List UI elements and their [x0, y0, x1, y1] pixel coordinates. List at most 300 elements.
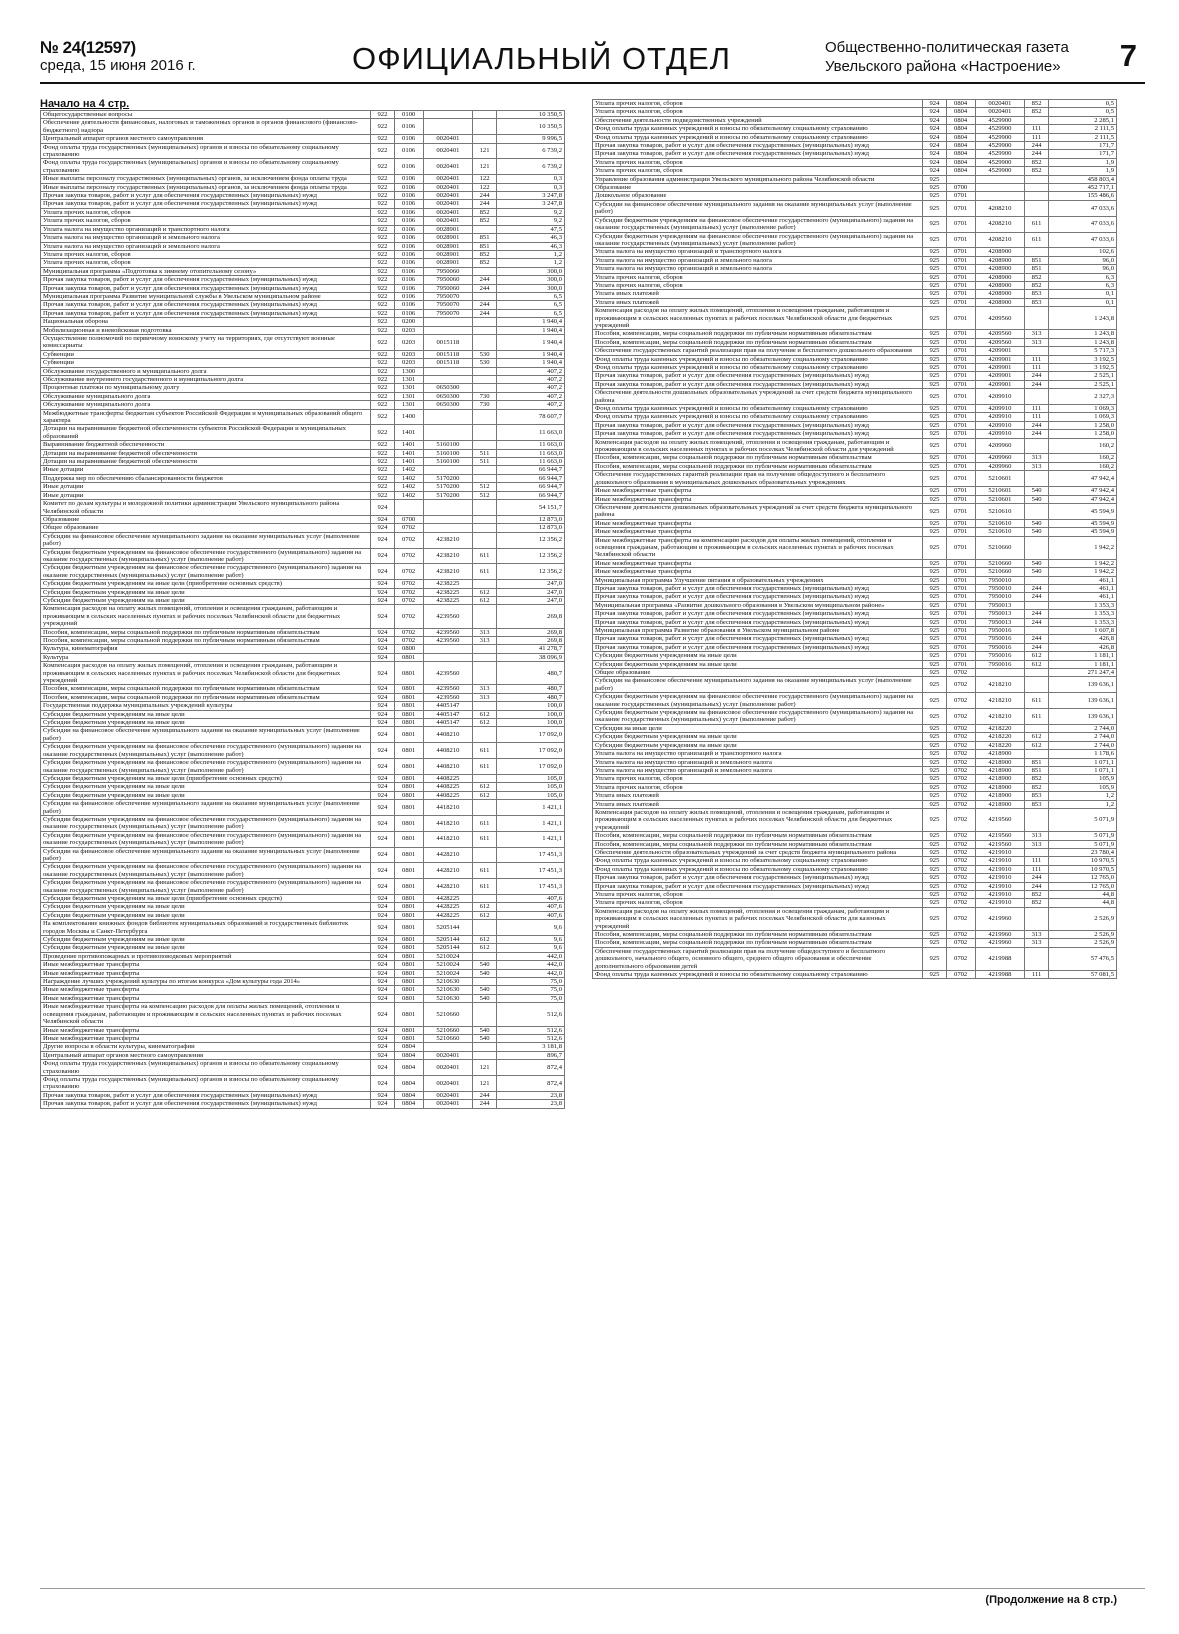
row-admin-code: 925 [923, 355, 947, 363]
table-row [41, 242, 565, 250]
row-name: Уплата прочих налогов, сборов [593, 158, 923, 166]
row-name: Уплата налога на имущество организаций и земельного налога [41, 234, 371, 242]
row-amount: 23,8 [496, 1100, 564, 1108]
row-expense-type: 244 [473, 1100, 497, 1108]
row-section: 1402 [394, 491, 423, 499]
row-section: 0702 [946, 783, 975, 791]
table-row [593, 471, 1117, 487]
row-name: Субсидии бюджетным учреждениям на иные цели [41, 783, 371, 791]
row-amount: 0,3 [496, 175, 564, 183]
row-section: 0701 [946, 495, 975, 503]
row-section: 0702 [946, 882, 975, 890]
table-row [41, 183, 565, 191]
row-name: Муниципальная программа Развитие образования в Увельском муниципальном районе [593, 627, 923, 635]
row-section: 0701 [946, 652, 975, 660]
row-section: 1402 [394, 474, 423, 482]
row-amount: 47 033,6 [1048, 232, 1116, 248]
row-expense-type: 611 [473, 863, 497, 879]
row-target: 5170200 [423, 483, 473, 491]
row-target: 5205144 [423, 936, 473, 944]
row-target: 5210660 [423, 1026, 473, 1034]
row-target: 4238210 [423, 532, 473, 548]
row-admin-code: 924 [371, 759, 395, 775]
row-section: 1300 [394, 367, 423, 375]
row-admin-code: 922 [371, 208, 395, 216]
table-row [41, 259, 565, 267]
row-name: Субсидии бюджетным учреждениям на финансовое обеспечение государственного (муниципального) задания на оказание государственных (муниципальных) услуг (выполнение работ) [41, 759, 371, 775]
row-name: Уплата прочих налогов, сборов [593, 891, 923, 899]
row-expense-type [473, 135, 497, 143]
row-name: Поддержка мер по обеспечению сбалансированности бюджетов [41, 474, 371, 482]
row-target: 7950010 [975, 584, 1025, 592]
table-row [41, 791, 565, 799]
row-admin-code: 925 [923, 709, 947, 725]
row-expense-type: 313 [1025, 454, 1049, 462]
continue-note: (Продолжение на 8 стр.) [985, 1594, 1117, 1606]
table-row [593, 265, 1117, 273]
row-section: 0701 [946, 380, 975, 388]
row-amount: 17 092,0 [496, 743, 564, 759]
row-section: 0801 [394, 1003, 423, 1026]
row-section: 0106 [394, 217, 423, 225]
row-amount: 5 071,9 [1048, 832, 1116, 840]
table-row [593, 158, 1117, 166]
row-admin-code: 922 [371, 159, 395, 175]
row-section: 0804 [946, 108, 975, 116]
row-amount: 442,0 [496, 969, 564, 977]
row-section: 0702 [394, 588, 423, 596]
row-amount: 269,8 [496, 605, 564, 628]
row-amount: 155 486,6 [1048, 192, 1116, 200]
row-amount: 1 071,1 [1048, 758, 1116, 766]
row-amount: 872,4 [496, 1075, 564, 1091]
row-expense-type [1025, 175, 1049, 183]
row-name: Субсидии бюджетным учреждениям на финансовое обеспечение государственного (муниципального) задания на оказание государственных (муниципальных) услуг (выполнение работ) [41, 879, 371, 895]
row-section: 0106 [394, 143, 423, 159]
row-target: 4219910 [975, 882, 1025, 890]
row-target: 4218210 [975, 677, 1025, 693]
row-section: 0702 [946, 865, 975, 873]
row-admin-code: 922 [371, 483, 395, 491]
row-target: 4208900 [975, 298, 1025, 306]
row-amount: 1 940,4 [496, 350, 564, 358]
row-name: Иные межбюджетные трансферты [41, 969, 371, 977]
row-section: 0702 [946, 947, 975, 970]
row-admin-code: 924 [371, 605, 395, 628]
row-target: 7950016 [975, 652, 1025, 660]
row-expense-type: 852 [473, 250, 497, 258]
row-admin-code: 925 [923, 800, 947, 808]
row-amount: 6 739,2 [496, 159, 564, 175]
row-target: 4208900 [975, 248, 1025, 256]
table-row [41, 783, 565, 791]
row-target: 7950013 [975, 610, 1025, 618]
row-name: Субсидии бюджетным учреждениям на иные цели [41, 903, 371, 911]
row-target: 4428210 [423, 847, 473, 863]
row-name: Управление образования администрации Увельского муниципального района Челябинской области [593, 175, 923, 183]
row-target: 0015118 [423, 334, 473, 350]
row-name: Уплата налога на имущество организаций и земельного налога [593, 766, 923, 774]
row-target: 4529900 [975, 167, 1025, 175]
row-section: 1401 [394, 449, 423, 457]
row-section: 0804 [394, 1100, 423, 1108]
row-admin-code: 925 [923, 568, 947, 576]
row-name: Уплата иных платежей [593, 800, 923, 808]
row-expense-type [473, 727, 497, 743]
row-amount: 2 526,9 [1048, 931, 1116, 939]
row-section: 0701 [946, 487, 975, 495]
row-section: 0702 [946, 971, 975, 979]
row-expense-type: 851 [1025, 766, 1049, 774]
row-name: Осуществление полномочий по первичному воинскому учету на территориях, где отсутствуют военные комиссариаты [41, 334, 371, 350]
row-section: 0701 [946, 389, 975, 405]
table-row [41, 936, 565, 944]
row-admin-code: 925 [923, 330, 947, 338]
table-row [593, 848, 1117, 856]
row-target [423, 119, 473, 135]
row-admin-code: 925 [923, 290, 947, 298]
row-admin-code: 924 [371, 580, 395, 588]
row-target: 7950070 [423, 292, 473, 300]
row-admin-code: 925 [923, 380, 947, 388]
row-section: 0701 [946, 471, 975, 487]
row-expense-type [473, 474, 497, 482]
row-admin-code: 925 [923, 462, 947, 470]
row-target: 0650300 [423, 392, 473, 400]
row-target [423, 515, 473, 523]
row-name: Прочая закупка товаров, работ и услуг для обеспечения государственных (муниципальных) нужд [593, 610, 923, 618]
row-admin-code: 924 [371, 847, 395, 863]
row-name: Фонд оплаты труда казенных учреждений и взносы по обязательному социальному страхованию [593, 405, 923, 413]
row-section: 0801 [394, 994, 423, 1002]
row-name: Уплата прочих налогов, сборов [593, 100, 923, 108]
row-name: Иные дотации [41, 491, 371, 499]
row-name: Субсидии бюджетным учреждениям на иные цели [41, 596, 371, 604]
row-amount: 17 451,3 [496, 847, 564, 863]
row-section: 0701 [946, 627, 975, 635]
row-admin-code: 925 [923, 601, 947, 609]
row-target: 4219910 [975, 891, 1025, 899]
table-row [41, 685, 565, 693]
row-name: Субсидии бюджетным учреждениям на финансовое обеспечение государственного (муниципального) задания на оказание государственных (муниципальных) услуг (выполнение работ) [41, 863, 371, 879]
row-admin-code: 924 [923, 142, 947, 150]
row-name: Иные межбюджетные трансферты [593, 568, 923, 576]
row-name: Фонд оплаты труда казенных учреждений и взносы по обязательному социальному страхованию [593, 857, 923, 865]
row-expense-type [473, 441, 497, 449]
row-expense-type: 851 [473, 234, 497, 242]
row-target: 4408210 [423, 743, 473, 759]
row-admin-code: 924 [371, 653, 395, 661]
row-name: Субвенции [41, 359, 371, 367]
row-admin-code: 925 [923, 758, 947, 766]
row-name: Субсидии бюджетным учреждениям на финансовое обеспечение государственного (муниципального) задания на оказание государственных (муниципальных) услуг (выполнение работ) [41, 831, 371, 847]
row-admin-code: 922 [371, 217, 395, 225]
row-expense-type [1025, 438, 1049, 454]
row-section: 0106 [394, 259, 423, 267]
row-expense-type: 244 [1025, 430, 1049, 438]
row-name: Субсидии на финансовое обеспечение муниципального задания на оказание муниципальных услуг (выполнение работ) [593, 677, 923, 693]
row-amount: 41 278,7 [496, 645, 564, 653]
row-expense-type: 512 [473, 483, 497, 491]
row-name: Фонд оплаты труда государственных (муниципальных) органов и взносы по обязательному социальному страхованию [41, 159, 371, 175]
row-admin-code: 924 [371, 895, 395, 903]
row-name: Прочая закупка товаров, работ и услуг для обеспечения государственных (муниципальных) нужд [593, 372, 923, 380]
row-expense-type: 853 [1025, 290, 1049, 298]
row-section: 0701 [946, 462, 975, 470]
row-name: Прочая закупка товаров, работ и услуг для обеспечения государственных (муниципальных) нужд [41, 1091, 371, 1099]
row-target: 4405147 [423, 719, 473, 727]
row-admin-code: 925 [923, 750, 947, 758]
row-target: 5210610 [975, 519, 1025, 527]
row-name: Компенсация расходов на оплату жилых помещений, отопления и освещения гражданам, работающим и проживающим в сельских населенных пунктах и рабочих поселках Челябинской области для бюджетных учреждений [41, 605, 371, 628]
row-expense-type: 244 [1025, 372, 1049, 380]
row-admin-code: 924 [371, 791, 395, 799]
row-admin-code: 924 [371, 978, 395, 986]
row-name: Уплата прочих налогов, сборов [593, 899, 923, 907]
row-name: Муниципальная программа «Подготовка к зимнему отопительному сезону» [41, 267, 371, 275]
row-amount: 9,2 [496, 208, 564, 216]
row-admin-code: 925 [923, 338, 947, 346]
row-section: 0801 [394, 719, 423, 727]
issue-number: № 24(12597) [40, 38, 136, 57]
row-target: 4529900 [975, 142, 1025, 150]
row-section: 0701 [946, 273, 975, 281]
table-row [41, 548, 565, 564]
row-section: 0203 [394, 359, 423, 367]
row-amount: 10 970,5 [1048, 857, 1116, 865]
row-admin-code: 924 [371, 628, 395, 636]
row-target: 4209901 [975, 347, 1025, 355]
row-amount: 2 744,0 [1048, 741, 1116, 749]
row-section: 0702 [946, 907, 975, 930]
table-row [593, 874, 1117, 882]
row-section: 0801 [394, 783, 423, 791]
row-target: 0020401 [423, 1100, 473, 1108]
budget-table-left [40, 110, 565, 1109]
row-admin-code: 922 [371, 242, 395, 250]
row-target: 5205144 [423, 944, 473, 952]
row-name: Обеспечение государственных гарантий реализации прав на получение общедоступного и бесплатного дошкольного, начального общего, основного общего, среднего общего образования и обеспечение дополнительного образования детей [593, 947, 923, 970]
row-target: 0028901 [423, 225, 473, 233]
row-target: 5170200 [423, 474, 473, 482]
row-expense-type: 612 [1025, 733, 1049, 741]
row-name: Иные межбюджетные трансферты [593, 487, 923, 495]
row-name: Прочая закупка товаров, работ и услуг для обеспечения государственных (муниципальных) нужд [41, 1100, 371, 1108]
row-target: 4239560 [423, 605, 473, 628]
row-name: Прочая закупка товаров, работ и услуг для обеспечения государственных (муниципальных) нужд [593, 643, 923, 651]
row-target: 4208900 [975, 265, 1025, 273]
row-target: 0020401 [423, 1091, 473, 1099]
row-amount: 461,1 [1048, 593, 1116, 601]
row-amount: 96,0 [1048, 256, 1116, 264]
table-row [41, 350, 565, 358]
row-section: 0701 [946, 232, 975, 248]
row-name: Прочая закупка товаров, работ и услуг для обеспечения государственных (муниципальных) нужд [593, 380, 923, 388]
row-admin-code: 922 [371, 401, 395, 409]
row-name: Прочая закупка товаров, работ и услуг для обеспечения государственных (муниципальных) нужд [593, 874, 923, 882]
row-name: Компенсация расходов на оплату жилых помещений, отопления и освещения гражданам, работающим и проживающим в сельских населенных пунктах и рабочих поселках Челябинской области для учреждений [593, 438, 923, 454]
row-amount: 512,6 [496, 1003, 564, 1026]
row-admin-code: 925 [923, 232, 947, 248]
row-admin-code: 925 [923, 487, 947, 495]
row-amount: 512,6 [496, 1026, 564, 1034]
row-section: 0701 [946, 330, 975, 338]
row-amount: 1 243,8 [1048, 330, 1116, 338]
row-amount: 269,8 [496, 637, 564, 645]
table-row [593, 167, 1117, 175]
table-row [41, 580, 565, 588]
row-amount: 5 071,9 [1048, 808, 1116, 831]
footer-rule [40, 1588, 1145, 1589]
row-expense-type: 611 [1025, 216, 1049, 232]
table-row [593, 741, 1117, 749]
row-name: Субсидии бюджетным учреждениям на финансовое обеспечение государственного (муниципального) задания на оказание государственных (муниципальных) услуг (выполнение работ) [593, 232, 923, 248]
row-admin-code: 922 [371, 458, 395, 466]
row-section: 0702 [946, 775, 975, 783]
row-section: 0801 [394, 662, 423, 685]
row-amount: 480,7 [496, 693, 564, 701]
table-row [41, 292, 565, 300]
row-amount: 407,2 [496, 367, 564, 375]
row-name: Субсидии на иные цели [593, 724, 923, 732]
row-amount: 5 071,9 [1048, 840, 1116, 848]
row-expense-type: 313 [1025, 840, 1049, 848]
row-amount: 1 940,4 [496, 326, 564, 334]
row-admin-code: 925 [923, 783, 947, 791]
row-admin-code: 925 [923, 364, 947, 372]
row-name: Прочая закупка товаров, работ и услуг для обеспечения государственных (муниципальных) нужд [593, 593, 923, 601]
row-section: 1301 [394, 376, 423, 384]
row-section: 0804 [394, 1091, 423, 1099]
row-admin-code: 925 [923, 669, 947, 677]
row-section: 0701 [946, 372, 975, 380]
row-name: Уплата прочих налогов, сборов [41, 208, 371, 216]
row-expense-type [1025, 601, 1049, 609]
row-section: 0701 [946, 454, 975, 462]
row-amount: 6,3 [1048, 273, 1116, 281]
row-section: 0701 [946, 593, 975, 601]
row-amount: 0,1 [1048, 298, 1116, 306]
row-expense-type: 540 [473, 969, 497, 977]
row-amount: 0,5 [1048, 100, 1116, 108]
row-target: 5210024 [423, 969, 473, 977]
row-target: 7950070 [423, 301, 473, 309]
table-row [41, 284, 565, 292]
row-section: 0701 [946, 559, 975, 567]
row-amount: 407,6 [496, 903, 564, 911]
row-amount: 139 636,1 [1048, 693, 1116, 709]
table-row [593, 693, 1117, 709]
row-amount: 1,9 [1048, 167, 1116, 175]
row-expense-type [1025, 192, 1049, 200]
table-row [41, 1043, 565, 1051]
row-amount: 9 996,5 [496, 135, 564, 143]
row-section: 0801 [394, 653, 423, 661]
row-section: 0702 [946, 792, 975, 800]
row-expense-type [1025, 724, 1049, 732]
row-amount: 9,6 [496, 944, 564, 952]
table-row [593, 142, 1117, 150]
row-admin-code: 922 [371, 334, 395, 350]
table-row [41, 159, 565, 175]
row-name: Субсидии на финансовое обеспечение муниципального задания на оказание муниципальных услуг (выполнение работ) [41, 800, 371, 816]
row-target: 0028901 [423, 242, 473, 250]
row-name: Иные межбюджетные трансферты [593, 519, 923, 527]
row-section: 0701 [946, 643, 975, 651]
row-admin-code: 924 [371, 662, 395, 685]
row-target: 4408210 [423, 727, 473, 743]
row-expense-type [473, 774, 497, 782]
table-row [593, 792, 1117, 800]
row-section: 0702 [946, 669, 975, 677]
row-target: 0020401 [423, 135, 473, 143]
row-admin-code: 924 [371, 685, 395, 693]
table-row [593, 899, 1117, 907]
table-row [593, 380, 1117, 388]
row-section: 0106 [394, 200, 423, 208]
row-section: 0804 [946, 150, 975, 158]
table-row [41, 1091, 565, 1099]
row-target: 4209910 [975, 413, 1025, 421]
row-section: 0801 [394, 920, 423, 936]
row-target: 0020401 [423, 1060, 473, 1076]
row-amount: 12 356,2 [496, 564, 564, 580]
row-admin-code: 925 [923, 857, 947, 865]
row-amount: 0,3 [496, 183, 564, 191]
row-target: 4428210 [423, 879, 473, 895]
row-expense-type: 852 [1025, 891, 1049, 899]
row-amount: 139 636,1 [1048, 677, 1116, 693]
row-target [423, 326, 473, 334]
table-row [41, 524, 565, 532]
table-row [593, 643, 1117, 651]
row-section: 0804 [394, 1043, 423, 1051]
row-section: 0801 [394, 895, 423, 903]
row-name: Пособия, компенсации, меры социальной поддержки по публичным нормативным обязательствам [593, 454, 923, 462]
row-name: Пособия, компенсации, меры социальной поддержки по публичным нормативным обязательствам [593, 939, 923, 947]
table-row [41, 645, 565, 653]
row-admin-code: 924 [371, 774, 395, 782]
row-admin-code: 925 [923, 808, 947, 831]
row-target: 4408225 [423, 791, 473, 799]
table-row [41, 911, 565, 919]
row-amount: 480,7 [496, 662, 564, 685]
row-name: Другие вопросы в области культуры, кинематографии [41, 1043, 371, 1051]
row-name: Прочая закупка товаров, работ и услуг для обеспечения государственных (муниципальных) нужд [41, 284, 371, 292]
table-row [593, 882, 1117, 890]
row-target: 4209960 [975, 454, 1025, 462]
row-expense-type: 852 [1025, 899, 1049, 907]
table-row [593, 939, 1117, 947]
row-admin-code: 925 [923, 733, 947, 741]
row-section: 0701 [946, 610, 975, 618]
row-admin-code: 924 [371, 986, 395, 994]
table-row [41, 392, 565, 400]
row-amount: 2 285,1 [1048, 116, 1116, 124]
row-section: 0701 [946, 568, 975, 576]
row-expense-type: 612 [473, 936, 497, 944]
row-section: 0106 [394, 234, 423, 242]
row-name: Субсидии бюджетным учреждениям на финансовое обеспечение государственного (муниципального) задания на оказание государственных (муниципальных) услуг (выполнение работ) [593, 709, 923, 725]
table-row [41, 276, 565, 284]
row-expense-type [1025, 576, 1049, 584]
row-name: Иные межбюджетные трансферты [593, 528, 923, 536]
table-row [593, 216, 1117, 232]
row-section: 0701 [946, 576, 975, 584]
row-admin-code: 922 [371, 350, 395, 358]
table-row [41, 466, 565, 474]
row-amount: 100,0 [496, 710, 564, 718]
